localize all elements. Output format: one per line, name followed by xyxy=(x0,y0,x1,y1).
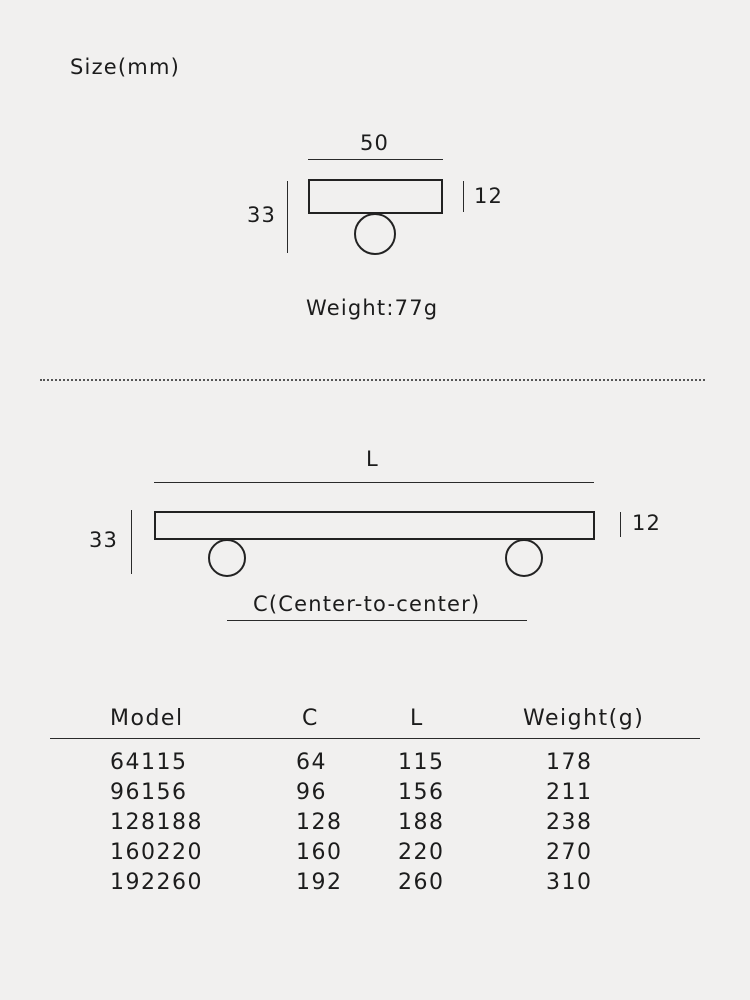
cell-c: 160 xyxy=(296,840,343,865)
table-row xyxy=(0,750,750,780)
cell-l: 115 xyxy=(398,750,445,775)
cell-model: 128188 xyxy=(110,810,203,835)
weight-label: Weight:77g xyxy=(306,296,439,320)
table-row xyxy=(0,810,750,840)
table-row xyxy=(0,870,750,900)
cell-c: 64 xyxy=(296,750,327,775)
cell-l: 188 xyxy=(398,810,445,835)
length-dimension-line xyxy=(154,482,594,483)
cell-model: 96156 xyxy=(110,780,188,805)
table-row xyxy=(0,840,750,870)
cell-l: 260 xyxy=(398,870,445,895)
side-height-dimension-line xyxy=(131,510,132,574)
header-model: Model xyxy=(110,706,184,731)
center-to-center-label: C(Center-to-center) xyxy=(253,592,481,616)
table-header xyxy=(0,706,750,736)
cell-c: 192 xyxy=(296,870,343,895)
table-header-rule xyxy=(50,738,700,739)
left-post-circle xyxy=(208,539,246,577)
side-thickness-dimension-line xyxy=(620,512,621,537)
right-post-circle xyxy=(505,539,543,577)
length-label: L xyxy=(366,447,379,471)
cell-c: 128 xyxy=(296,810,343,835)
table-row xyxy=(0,780,750,810)
side-height-label: 33 xyxy=(89,528,119,552)
handle-profile xyxy=(308,179,443,214)
height-label: 33 xyxy=(247,203,277,227)
cell-weight: 211 xyxy=(546,780,593,805)
cell-l: 156 xyxy=(398,780,445,805)
cell-weight: 238 xyxy=(546,810,593,835)
dotted-divider xyxy=(40,379,705,381)
thickness-dimension-line xyxy=(463,181,464,212)
size-title: Size(mm) xyxy=(70,55,181,79)
cell-weight: 310 xyxy=(546,870,593,895)
header-l: L xyxy=(410,706,424,731)
height-dimension-line xyxy=(287,181,288,253)
handle-post-circle xyxy=(354,213,396,255)
width-dimension-line xyxy=(308,159,443,160)
header-c: C xyxy=(302,706,319,731)
cell-weight: 178 xyxy=(546,750,593,775)
cell-c: 96 xyxy=(296,780,327,805)
thickness-label: 12 xyxy=(474,184,504,208)
cell-model: 160220 xyxy=(110,840,203,865)
width-label: 50 xyxy=(360,131,390,155)
side-thickness-label: 12 xyxy=(632,511,662,535)
center-dimension-line xyxy=(227,620,527,621)
cell-weight: 270 xyxy=(546,840,593,865)
cell-model: 192260 xyxy=(110,870,203,895)
cell-model: 64115 xyxy=(110,750,188,775)
cell-l: 220 xyxy=(398,840,445,865)
header-weight: Weight(g) xyxy=(523,706,645,731)
handle-bar xyxy=(154,511,595,540)
